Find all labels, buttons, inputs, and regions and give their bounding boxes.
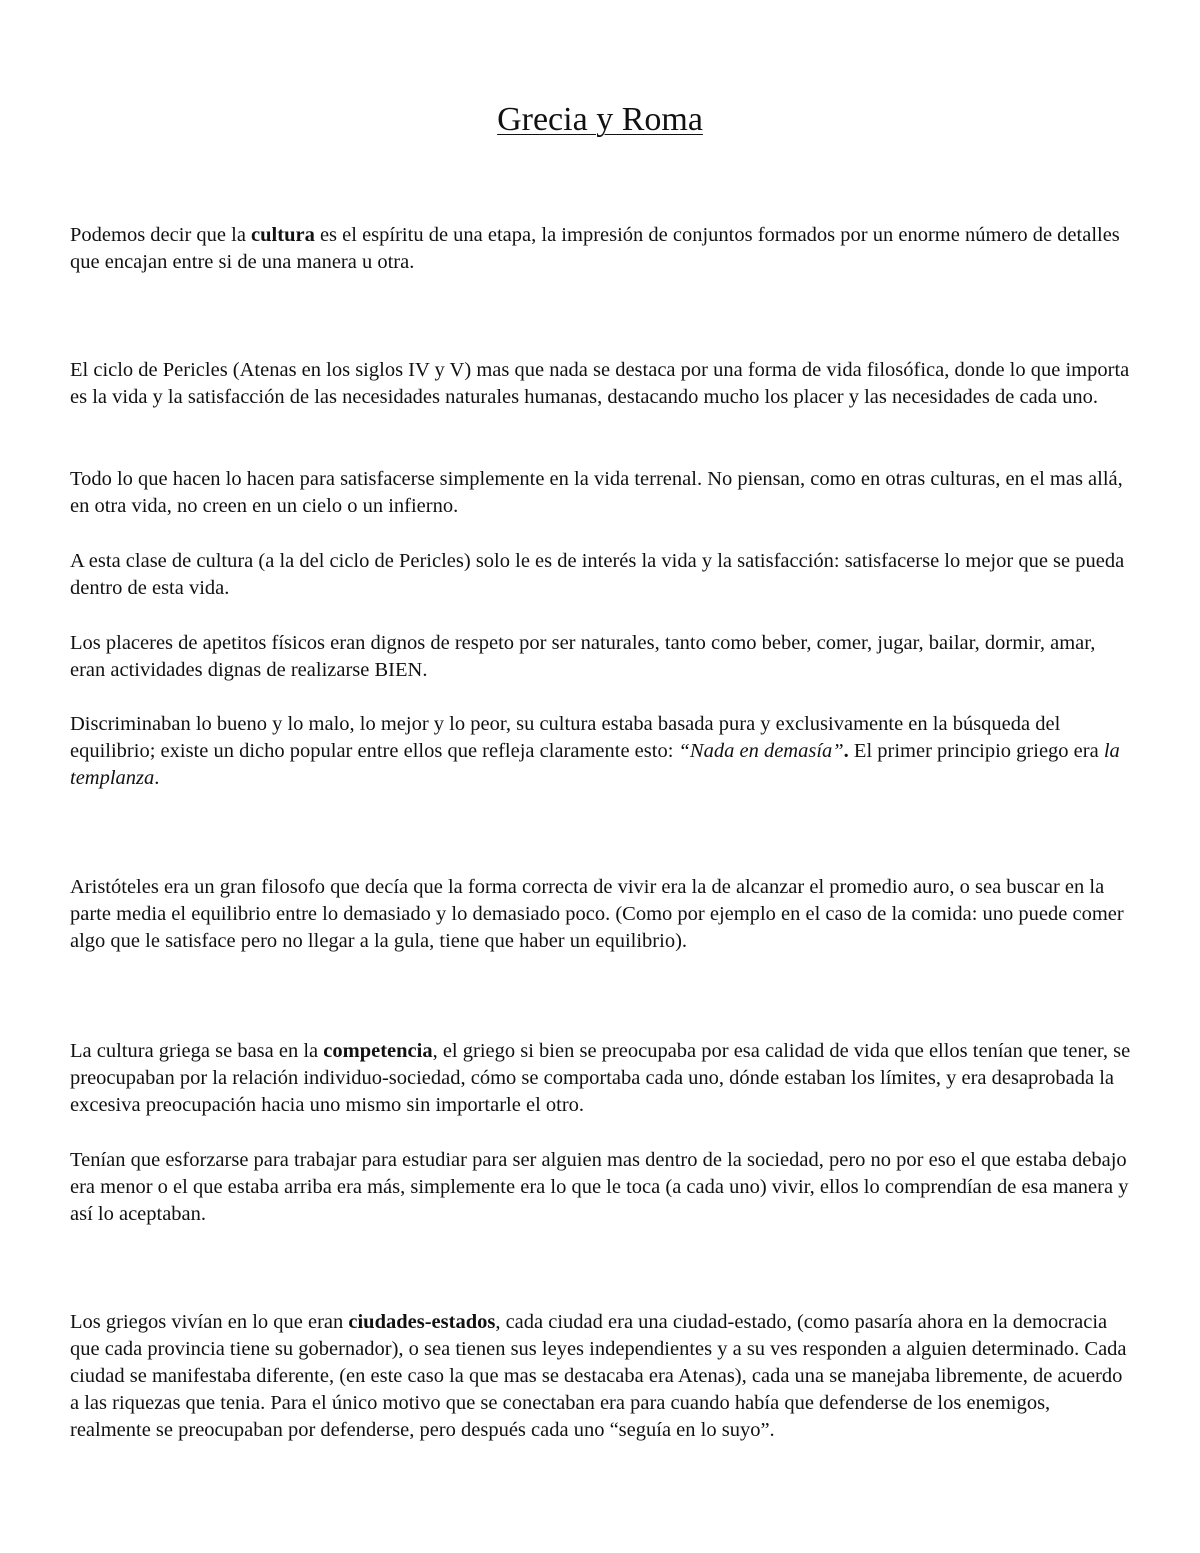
paragraph-text: , cada ciudad era una ciudad-estado, (como pasaría ahora en la democracia que cada provincia tiene su gobernador), o sea tienen sus leyes independientes y a su ves responden a alguien determinado. Cada ciudad se manifestaba diferente, (en este caso la que mas se destacaba era Atenas), cada una se manejaba libremente, de acuerdo a las riquezas que tenia. Para el único motivo que se conectaban era para cuando había que defenderse de los enemigos, realmente se preocupaban por defenderse, pero después cada uno “seguía en lo suyo”.	[70, 1311, 1127, 1441]
document-title: Grecia y Roma	[497, 101, 703, 138]
paragraph-placeres: Los placeres de apetitos físicos eran dignos de respeto por ser naturales, tanto como beber, comer, jugar, bailar, dormir, amar, eran actividades dignas de realizarse BIEN.	[70, 632, 1096, 681]
paragraph-satisfaccion: A esta clase de cultura (a la del ciclo de Pericles) solo le es de interés la vida y la satisfacción: satisfacerse lo mejor que se pueda dentro de esta vida.	[70, 550, 1125, 599]
paragraph-cultura	[70, 222, 1134, 276]
paragraph-text: Discriminaban lo bueno y lo malo, lo mejor y lo peor, su cultura estaba basada pura y exclusivamente en la búsqueda del equilibrio; existe un dicho popular entre ellos que refleja claramente esto:	[70, 713, 1061, 762]
paragraph-vida-terrenal: Todo lo que hacen lo hacen para satisfacerse simplemente en la vida terrenal. No piensan, como en otras culturas, en el mas allá, en otra vida, no creen en un cielo o un infierno.	[70, 468, 1123, 517]
paragraph-ciudades-estados	[70, 1309, 1134, 1444]
paragraph-text: La cultura griega se basa en la	[70, 1040, 324, 1062]
bold-term-ciudades-estados: ciudades-estados	[348, 1311, 496, 1333]
paragraph-text: es el espíritu de una etapa, la impresión de conjuntos formados por un enorme número de detalles que encajan entre si de una manera u otra.	[70, 224, 1120, 273]
paragraph-period: .	[843, 740, 849, 762]
bold-term-cultura: cultura	[251, 224, 315, 246]
bold-term-competencia: competencia	[323, 1040, 433, 1062]
paragraph-text: El primer principio griego era	[848, 740, 1104, 762]
paragraph-text: Podemos decir que la	[70, 224, 252, 246]
paragraph-esforzarse: Tenían que esforzarse para trabajar para estudiar para ser alguien mas dentro de la sociedad, pero no por eso el que estaba debajo era menor o el que estaba arriba era más, simplemente era lo que le toca (a cada uno) vivir, ellos lo comprendían de esa manera y así lo aceptaban.	[70, 1149, 1129, 1225]
paragraph-equilibrio	[70, 711, 1134, 792]
paragraph-pericles: El ciclo de Pericles (Atenas en los siglos IV y V) mas que nada se destaca por una forma de vida filosófica, donde lo que importa es la vida y la satisfacción de las necesidades naturales humanas, destacando mucho los placer y las necesidades de cada uno.	[70, 359, 1130, 408]
italic-term-templanza: la templanza	[70, 740, 1120, 789]
paragraph-competencia	[70, 1038, 1134, 1119]
quote-nada-en-demasia: “Nada en demasía”	[678, 740, 844, 762]
paragraph-aristoteles: Aristóteles era un gran filosofo que decía que la forma correcta de vivir era la de alcanzar el promedio auro, o sea buscar en la parte media el equilibrio entre lo demasiado y lo demasiado poco. (Como por ejemplo en el caso de la comida: uno puede comer algo que le satisface pero no llegar a la gula, tiene que haber un equilibrio).	[70, 876, 1124, 952]
paragraph-text: Los griegos vivían en lo que eran	[70, 1311, 349, 1333]
paragraph-text: , el griego si bien se preocupaba por esa calidad de vida que ellos tenían que tener, se preocupaban por la relación individuo-sociedad, cómo se comportaba cada uno, dónde estaban los límites, y era desaprobada la excesiva preocupación hacia uno mismo sin importarle el otro.	[70, 1040, 1131, 1116]
paragraph-text: .	[154, 767, 160, 789]
